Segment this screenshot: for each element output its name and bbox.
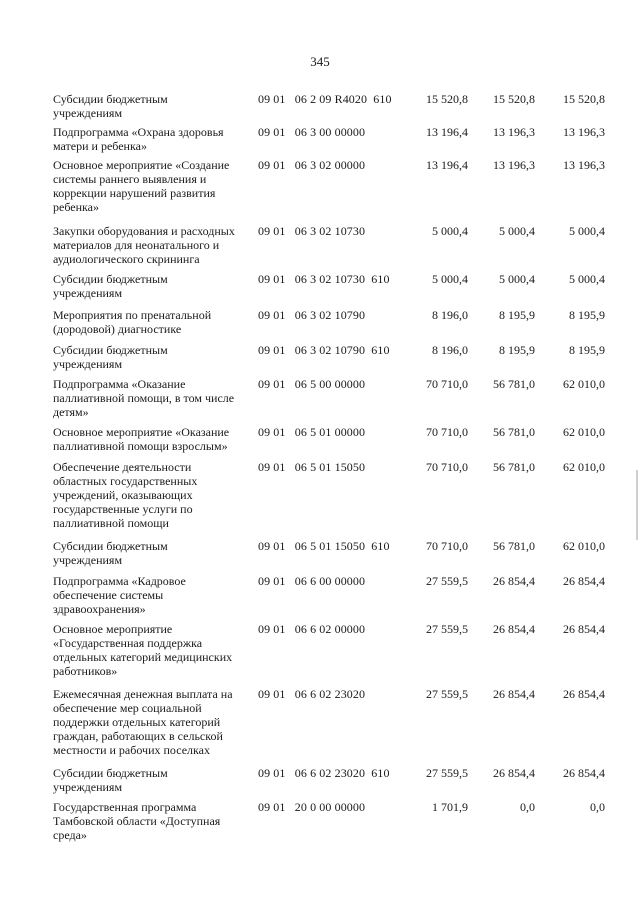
row-code: 09 01 06 3 02 10730 610 bbox=[258, 272, 390, 286]
row-value-2: 8 195,9 bbox=[499, 343, 535, 357]
row-code: 09 01 06 5 01 00000 bbox=[258, 425, 366, 439]
row-name: Подпрограмма «Кадровое обеспечение системы здравоохранения» bbox=[53, 574, 186, 616]
row-name: Субсидии бюджетным учреждениям bbox=[53, 343, 168, 371]
row-name: Обеспечение деятельности областных государственных учреждений, оказывающих государственные услуги по паллиативной помощи bbox=[53, 460, 198, 530]
row-value-3: 26 854,4 bbox=[563, 766, 605, 780]
row-name: Основное мероприятие «Оказание паллиативной помощи взрослым» bbox=[53, 425, 230, 453]
row-code: 09 01 06 6 02 23020 610 bbox=[258, 766, 390, 780]
row-value-2: 56 781,0 bbox=[493, 425, 535, 439]
row-value-2: 56 781,0 bbox=[493, 460, 535, 474]
row-value-1: 70 710,0 bbox=[426, 425, 468, 439]
row-value-2: 15 520,8 bbox=[493, 92, 535, 106]
scan-edge-mark bbox=[636, 470, 638, 540]
row-name: Субсидии бюджетным учреждениям bbox=[53, 92, 168, 120]
row-value-1: 15 520,8 bbox=[426, 92, 468, 106]
row-value-1: 70 710,0 bbox=[426, 377, 468, 391]
row-code: 09 01 06 6 02 23020 bbox=[258, 687, 366, 701]
row-value-1: 1 701,9 bbox=[432, 800, 468, 814]
row-value-3: 15 520,8 bbox=[563, 92, 605, 106]
row-value-2: 0,0 bbox=[520, 800, 535, 814]
row-code: 09 01 06 3 02 00000 bbox=[258, 158, 366, 172]
row-value-3: 8 195,9 bbox=[569, 343, 605, 357]
row-value-1: 27 559,5 bbox=[426, 622, 468, 636]
row-value-1: 8 196,0 bbox=[432, 343, 468, 357]
row-value-3: 8 195,9 bbox=[569, 308, 605, 322]
row-value-2: 56 781,0 bbox=[493, 539, 535, 553]
row-code: 09 01 06 6 00 00000 bbox=[258, 574, 366, 588]
row-value-2: 56 781,0 bbox=[493, 377, 535, 391]
row-value-1: 27 559,5 bbox=[426, 687, 468, 701]
row-value-2: 5 000,4 bbox=[499, 272, 535, 286]
row-code: 09 01 06 5 01 15050 bbox=[258, 460, 366, 474]
row-code: 09 01 20 0 00 00000 bbox=[258, 800, 366, 814]
row-value-3: 5 000,4 bbox=[569, 272, 605, 286]
row-name: Подпрограмма «Охрана здоровья матери и ребенка» bbox=[53, 125, 224, 153]
row-value-1: 13 196,4 bbox=[426, 125, 468, 139]
row-value-1: 70 710,0 bbox=[426, 460, 468, 474]
row-value-1: 5 000,4 bbox=[432, 272, 468, 286]
row-value-1: 70 710,0 bbox=[426, 539, 468, 553]
row-code: 09 01 06 3 00 00000 bbox=[258, 125, 366, 139]
row-code: 09 01 06 3 02 10730 bbox=[258, 224, 366, 238]
row-value-3: 13 196,3 bbox=[563, 158, 605, 172]
row-value-2: 26 854,4 bbox=[493, 622, 535, 636]
row-value-3: 13 196,3 bbox=[563, 125, 605, 139]
row-code: 09 01 06 3 02 10790 610 bbox=[258, 343, 390, 357]
row-value-3: 62 010,0 bbox=[563, 539, 605, 553]
row-value-1: 13 196,4 bbox=[426, 158, 468, 172]
row-value-2: 13 196,3 bbox=[493, 125, 535, 139]
row-name: Основное мероприятие «Создание системы раннего выявления и коррекции нарушений развития ребенка» bbox=[53, 158, 230, 214]
row-code: 09 01 06 3 02 10790 bbox=[258, 308, 366, 322]
row-name: Субсидии бюджетным учреждениям bbox=[53, 539, 168, 567]
row-value-3: 62 010,0 bbox=[563, 377, 605, 391]
row-value-1: 27 559,5 bbox=[426, 766, 468, 780]
page-number: 345 bbox=[310, 54, 330, 69]
row-value-2: 26 854,4 bbox=[493, 687, 535, 701]
row-value-2: 13 196,3 bbox=[493, 158, 535, 172]
row-name: Субсидии бюджетным учреждениям bbox=[53, 272, 168, 300]
row-code: 09 01 06 5 01 15050 610 bbox=[258, 539, 390, 553]
row-value-3: 0,0 bbox=[590, 800, 605, 814]
row-value-2: 26 854,4 bbox=[493, 766, 535, 780]
row-value-3: 26 854,4 bbox=[563, 574, 605, 588]
row-value-2: 8 195,9 bbox=[499, 308, 535, 322]
row-value-3: 26 854,4 bbox=[563, 687, 605, 701]
row-name: Основное мероприятие «Государственная поддержка отдельных категорий медицинских работников» bbox=[53, 622, 233, 678]
row-value-1: 8 196,0 bbox=[432, 308, 468, 322]
row-value-1: 5 000,4 bbox=[432, 224, 468, 238]
row-name: Государственная программа Тамбовской области «Доступная среда» bbox=[53, 800, 221, 842]
row-name: Субсидии бюджетным учреждениям bbox=[53, 766, 168, 794]
row-value-3: 62 010,0 bbox=[563, 460, 605, 474]
row-value-3: 5 000,4 bbox=[569, 224, 605, 238]
row-code: 09 01 06 6 02 00000 bbox=[258, 622, 366, 636]
row-name: Ежемесячная денежная выплата на обеспечение мер социальной поддержки отдельных категорий граждан, работающих в сельской местности и рабочих поселках bbox=[53, 687, 233, 757]
row-value-3: 62 010,0 bbox=[563, 425, 605, 439]
row-code: 09 01 06 2 09 R4020 610 bbox=[258, 92, 392, 106]
row-value-2: 26 854,4 bbox=[493, 574, 535, 588]
row-name: Закупки оборудования и расходных материалов для неонатального и аудиологического скрининга bbox=[53, 224, 235, 266]
row-code: 09 01 06 5 00 00000 bbox=[258, 377, 366, 391]
row-value-1: 27 559,5 bbox=[426, 574, 468, 588]
row-name: Подпрограмма «Оказание паллиативной помощи, в том числе детям» bbox=[53, 377, 235, 419]
row-value-2: 5 000,4 bbox=[499, 224, 535, 238]
row-value-3: 26 854,4 bbox=[563, 622, 605, 636]
row-name: Мероприятия по пренатальной (дородовой) диагностике bbox=[53, 308, 212, 336]
